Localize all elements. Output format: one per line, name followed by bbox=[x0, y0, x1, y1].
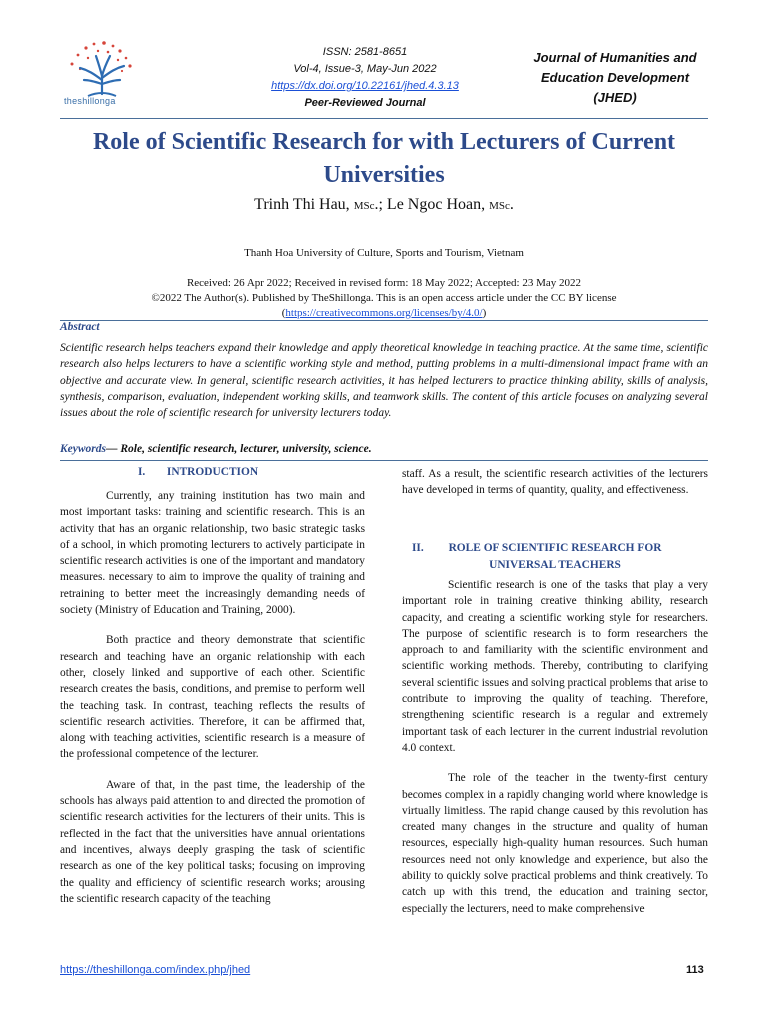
license-link[interactable]: https://creativecommons.org/licenses/by/4.0/ bbox=[285, 307, 483, 319]
section-number: II. bbox=[412, 542, 424, 554]
paren-open: ( bbox=[281, 307, 286, 319]
journal-abbrev: (JHED) bbox=[593, 90, 637, 105]
column-left bbox=[60, 488, 365, 921]
journal-name-line: Journal of Humanities and bbox=[533, 50, 697, 65]
doi-link[interactable]: https://dx.doi.org/10.22161/jhed.4.3.13 bbox=[271, 80, 459, 92]
abstract-divider bbox=[60, 320, 708, 321]
publication-info bbox=[60, 276, 708, 321]
paragraph: Aware of that, in the past time, the leadership of the schools has always paid attention to and directed the promotion of scientific research activities for the lecturers of their units. This is reflected in the fact that the universities have annual orientations and incentives, always deeply grasping the task of scientific research as one of the key political tasks; focusing on improving the quality and efficiency of scientific research works; arousing the scientific research capacity of the teaching bbox=[60, 778, 365, 905]
footer-journal-link[interactable]: https://theshillonga.com/index.php/jhed bbox=[60, 964, 251, 976]
keywords bbox=[60, 443, 708, 455]
license-link-line bbox=[60, 306, 708, 321]
section-number: I. bbox=[138, 466, 146, 478]
section-heading-introduction bbox=[60, 466, 365, 478]
authors bbox=[60, 196, 708, 214]
keywords-text: — Role, scientific research, lecturer, university, science. bbox=[106, 443, 372, 455]
author-degree: MSc bbox=[353, 200, 375, 212]
paper-title: Role of Scientific Research for with Lecturers of Current Universities bbox=[92, 129, 676, 188]
paragraph: Currently, any training institution has two main and most important tasks: training and scientific research. This is an activity that has an organic relationship, two basic strategic tasks of a school, in which promoting lecturers to actively participate in scientific research activities is one of the important and mandatory measures. necessary to aim to improve the quality of training and retraining to better meet the increasingly demanding needs of society (Ministry of Education and Training, 2000). bbox=[60, 490, 365, 617]
column-right bbox=[402, 577, 708, 931]
author-name: Trinh Thi Hau, bbox=[254, 196, 354, 213]
volume-issue: Vol-4, Issue-3, May-Jun 2022 bbox=[293, 63, 437, 75]
author-separator: .; bbox=[374, 196, 387, 213]
paren-close: ) bbox=[482, 307, 487, 319]
affiliation: Thanh Hoa University of Culture, Sports and Tourism, Vietnam bbox=[244, 247, 524, 259]
section-title-line: ROLE OF SCIENTIFIC RESEARCH FOR bbox=[448, 542, 662, 554]
issn: ISSN: 2581-8651 bbox=[322, 46, 408, 58]
keywords-heading: Keywords bbox=[60, 443, 106, 455]
dates-line: Received: 26 Apr 2022; Received in revised form: 18 May 2022; Accepted: 23 May 2022 bbox=[186, 277, 582, 289]
journal-name-line: Education Development bbox=[540, 70, 690, 85]
journal-meta bbox=[230, 44, 500, 112]
peer-reviewed-label: Peer-Reviewed Journal bbox=[304, 97, 426, 109]
abstract-heading: Abstract bbox=[60, 321, 100, 333]
journal-name bbox=[520, 48, 710, 108]
paragraph: staff. As a result, the scientific research activities of the lecturers have developed in terms of quantity, quality, and effectiveness. bbox=[402, 468, 708, 497]
column-right-top bbox=[402, 466, 708, 513]
section-title: INTRODUCTION bbox=[166, 466, 259, 478]
abstract-text: Scientific research helps teachers expand their knowledge and apply theoretical knowledge in teaching practice. At the same time, scientific research also helps lecturers to have a scientific working style and method, putting problems in a multi-dimensional impact frame with an objective and accurate view. In general, scientific research activities, it has helped lecturers to practice thinking ability, skills of analysis, synthesis, comparison, evaluation, independent working skills, and teamwork skills. The content of this article focuses on analyzing several issues about the role of scientific research for university lecturers today. bbox=[60, 342, 708, 420]
author-name: Le Ngoc Hoan, bbox=[386, 196, 490, 213]
author-end: . bbox=[509, 196, 514, 213]
paragraph: Both practice and theory demonstrate that scientific research and teaching have an organic relationship with each other, closely linked and supportive of each other. Scientific research creates the basis, conditions, and premise to perform well the teaching task. In contrast, teaching reflects the results of scientific research activities. Therefore, it can be affirmed that, along with teaching activities, scientific research is a measure of the professional competence of the lecturer. bbox=[60, 634, 365, 761]
page-number: 113 bbox=[686, 964, 704, 976]
license-line: ©2022 The Author(s). Published by TheShillonga. This is an open access article under the CC BY license bbox=[151, 292, 617, 304]
logo-label: theshillonga bbox=[64, 96, 116, 106]
paragraph: The role of the teacher in the twenty-first century becomes complex in a rapidly changing world where knowledge is virtually limitless. The rapid change caused by this revolution has created many changes in the structure and quality of human resources, especially high-quality human resources. Such human resources need not only knowledge and experience, but also the ability to quickly solve practical problems and think creatively. To catch up with this trend, the education and training sector, especially the lecturers, need to make comprehensive bbox=[402, 772, 708, 915]
paragraph: Scientific research is one of the tasks that play a very important role in training creative thinking ability, research capacity, and creating a scientific working style for researchers. The purpose of scientific research is to form researchers the approach to and familiarity with the scientific environment and scientific working methods. Thereby, contributing to clarifying several scientific issues and solving practical problems that arise to contribute to improving the quality of teaching. Therefore, strengthening scientific research is a regular and extremely important task of each lecturer in the current industrial revolution 4.0 context. bbox=[402, 579, 708, 754]
section-heading-role bbox=[402, 540, 708, 574]
section-title-line: UNIVERSAL TEACHERS bbox=[489, 559, 621, 571]
author-degree: MSc bbox=[489, 200, 510, 212]
header-divider bbox=[60, 118, 708, 119]
keywords-divider bbox=[60, 460, 708, 461]
